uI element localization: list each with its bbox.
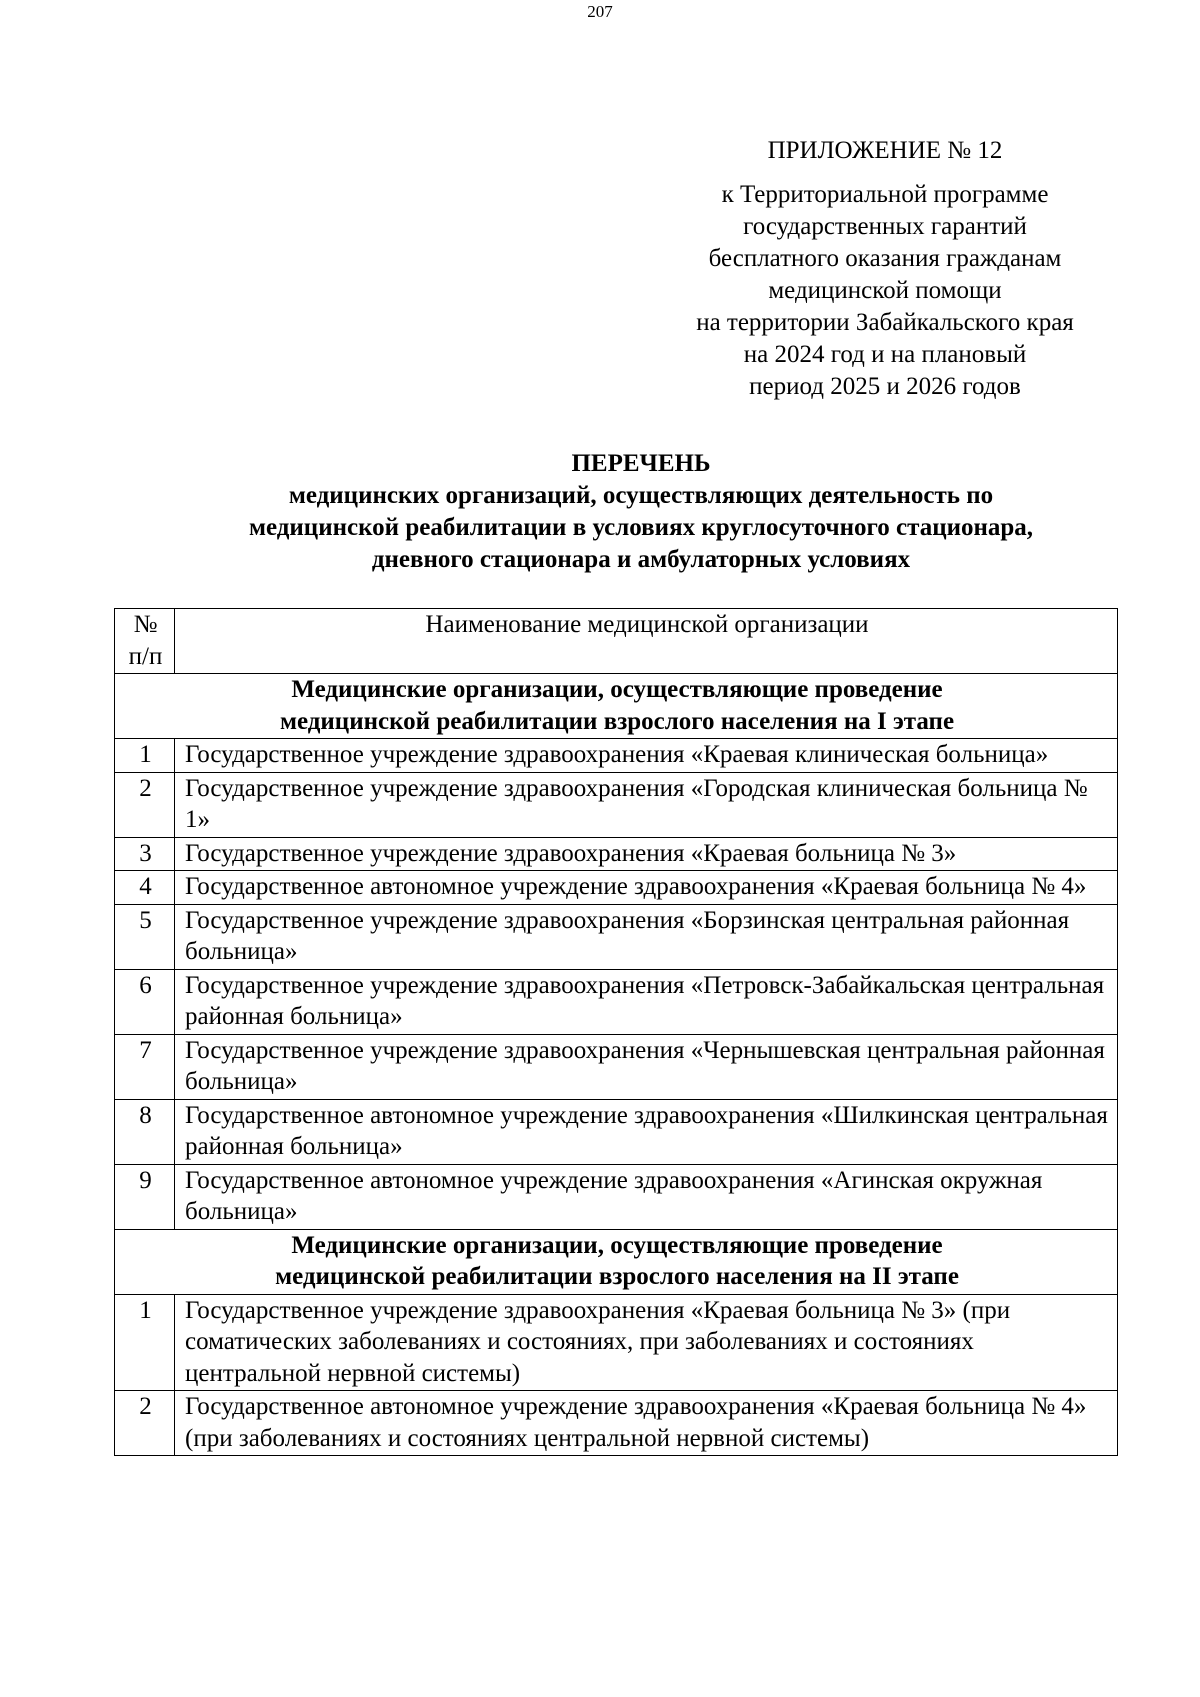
section-title-line: Медицинские организации, осуществляющие проведение [291,676,943,703]
row-name: Государственное учреждение здравоохранения «Краевая больница № 3» (при соматических заболеваниях и состояниях, при заболеваниях и состояниях центральной нервной системы) [175,1294,1118,1391]
row-number: 1 [115,1294,175,1391]
row-number: 6 [115,969,175,1034]
appendix-heading: ПРИЛОЖЕНИЕ № 12 [767,137,1003,164]
column-header-number-line2: п/п [128,642,163,670]
section-row [115,674,1118,739]
column-header-number [115,609,175,674]
column-header-name: Наименование медицинской организации [175,609,1118,674]
row-name: Государственное автономное учреждение здравоохранения «Шилкинская центральная районная больница» [175,1099,1118,1164]
row-number: 5 [115,904,175,969]
document-title [110,448,1172,576]
table-row [115,772,1118,837]
table-row [115,1391,1118,1456]
table-row [115,739,1118,773]
row-number: 1 [115,739,175,773]
table-row [115,969,1118,1034]
row-number: 3 [115,837,175,871]
row-number: 2 [115,772,175,837]
row-number: 4 [115,871,175,905]
appendix-line: медицинской помощи [768,277,1002,304]
row-name: Государственное учреждение здравоохранения «Чернышевская центральная районная больница» [175,1034,1118,1099]
section-title [115,1229,1118,1294]
section-title-line: Медицинские организации, осуществляющие проведение [291,1231,943,1259]
section-title-line: медицинской реабилитации взрослого населения на I этапе [279,707,955,735]
row-name: Государственное учреждение здравоохранения «Краевая больница № 3» [175,837,1118,871]
table-row [115,837,1118,871]
appendix-block [660,135,1110,403]
table-row [115,1034,1118,1099]
row-name: Государственное учреждение здравоохранения «Краевая клиническая больница» [175,739,1118,773]
row-number: 2 [115,1391,175,1456]
table-row [115,871,1118,905]
title-line: медицинской реабилитации в условиях круглосуточного стационара, [248,514,1034,541]
table-row [115,1099,1118,1164]
organizations-table [114,608,1118,1456]
row-name: Государственное автономное учреждение здравоохранения «Краевая больница № 4» [175,871,1118,905]
row-name: Государственное автономное учреждение здравоохранения «Агинская окружная больница» [175,1164,1118,1229]
title-line: дневного стационара и амбулаторных условиях [371,546,911,573]
appendix-line: к Территориальной программе [721,181,1049,208]
section-row [115,1229,1118,1294]
appendix-line: государственных гарантий [743,213,1027,240]
table-row [115,1164,1118,1229]
row-name: Государственное учреждение здравоохранения «Борзинская центральная районная больница» [175,904,1118,969]
row-number: 7 [115,1034,175,1099]
table-row [115,1294,1118,1391]
table-header-row [115,609,1118,674]
appendix-line: период 2025 и 2026 годов [749,373,1021,400]
row-number: 8 [115,1099,175,1164]
title-main: ПЕРЕЧЕНЬ [571,450,711,477]
appendix-line: на 2024 год и на плановый [743,341,1027,368]
column-header-number-line1: № [133,611,158,638]
appendix-line: на территории Забайкальского края [696,309,1074,336]
row-name: Государственное автономное учреждение здравоохранения «Краевая больница № 4» (при заболеваниях и состояниях центральной нервной системы) [175,1391,1118,1456]
appendix-line: бесплатного оказания гражданам [708,245,1062,272]
section-title [115,674,1118,739]
page-number: 207 [587,2,613,21]
row-name: Государственное учреждение здравоохранения «Петровск-Забайкальская центральная районная больница» [175,969,1118,1034]
row-name: Государственное учреждение здравоохранения «Городская клиническая больница № 1» [175,772,1118,837]
row-number: 9 [115,1164,175,1229]
section-title-line: медицинской реабилитации взрослого населения на II этапе [275,1263,959,1290]
title-line: медицинских организаций, осуществляющих деятельность по [288,482,994,509]
table-row [115,904,1118,969]
